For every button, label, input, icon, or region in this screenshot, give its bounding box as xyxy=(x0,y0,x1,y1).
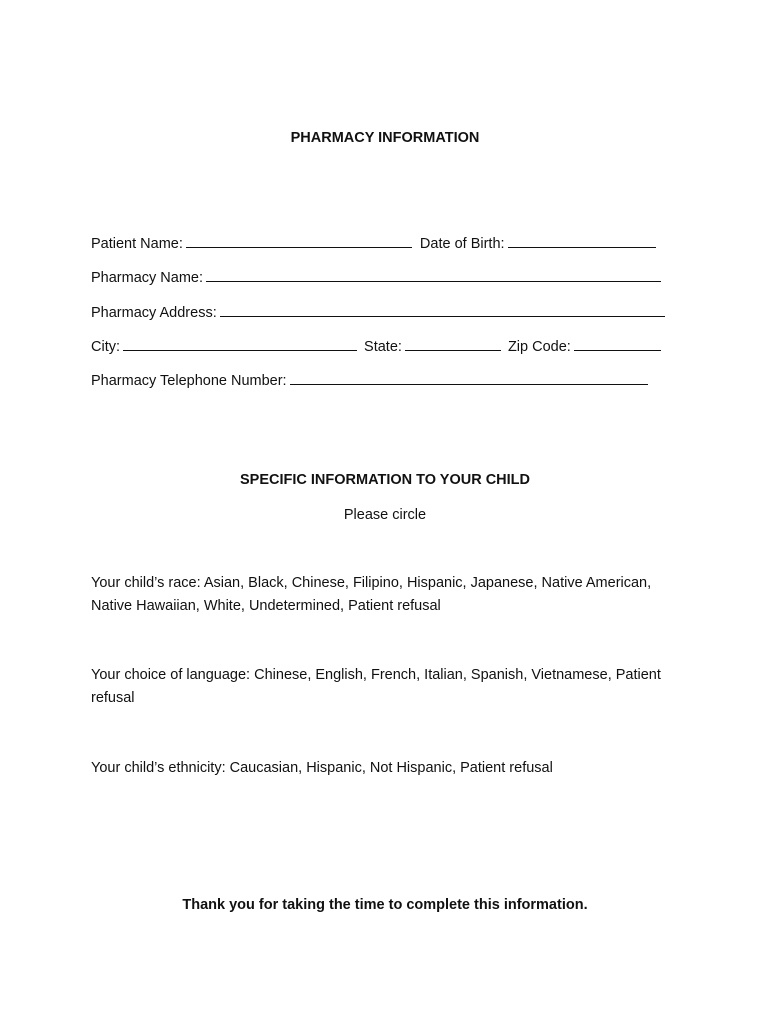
zip-field[interactable] xyxy=(574,336,661,351)
patient-name-label: Patient Name: xyxy=(91,236,183,252)
pharmacy-address-label: Pharmacy Address: xyxy=(91,305,217,321)
state-label: State: xyxy=(364,339,402,355)
page-title: PHARMACY INFORMATION xyxy=(290,130,480,146)
pharmacy-address-row xyxy=(91,302,665,322)
pharmacy-name-field[interactable] xyxy=(206,267,661,282)
zip-label: Zip Code: xyxy=(507,339,571,355)
section-subtitle: Please circle xyxy=(343,507,427,523)
city-field[interactable] xyxy=(123,336,357,351)
thank-you-note: Thank you for taking the time to complete this information. xyxy=(182,897,588,913)
section-title: SPECIFIC INFORMATION TO YOUR CHILD xyxy=(239,472,530,488)
patient-name-field[interactable] xyxy=(186,233,412,248)
dob-label: Date of Birth: xyxy=(419,236,505,252)
patient-name-row xyxy=(91,233,656,253)
telephone-label: Pharmacy Telephone Number: xyxy=(91,373,287,389)
telephone-field[interactable] xyxy=(290,370,648,385)
pharmacy-name-label: Pharmacy Name: xyxy=(91,270,204,286)
ethnicity-options[interactable]: Your child’s ethnicity: Caucasian, Hispanic, Not Hispanic, Patient refusal xyxy=(91,760,553,776)
telephone-row xyxy=(91,370,648,390)
city-row xyxy=(91,336,661,356)
city-label: City: xyxy=(91,339,120,355)
pharmacy-address-field[interactable] xyxy=(220,302,665,317)
pharmacy-name-row xyxy=(91,267,661,287)
state-field[interactable] xyxy=(405,336,501,351)
race-options[interactable]: Your child’s race: Asian, Black, Chinese, Filipino, Hispanic, Japanese, Native American, Native Hawaiian, White, Undetermined, Patient refusal xyxy=(91,575,652,614)
dob-field[interactable] xyxy=(508,233,656,248)
language-options[interactable]: Your choice of language: Chinese, English, French, Italian, Spanish, Vietnamese, Patient refusal xyxy=(91,667,661,706)
